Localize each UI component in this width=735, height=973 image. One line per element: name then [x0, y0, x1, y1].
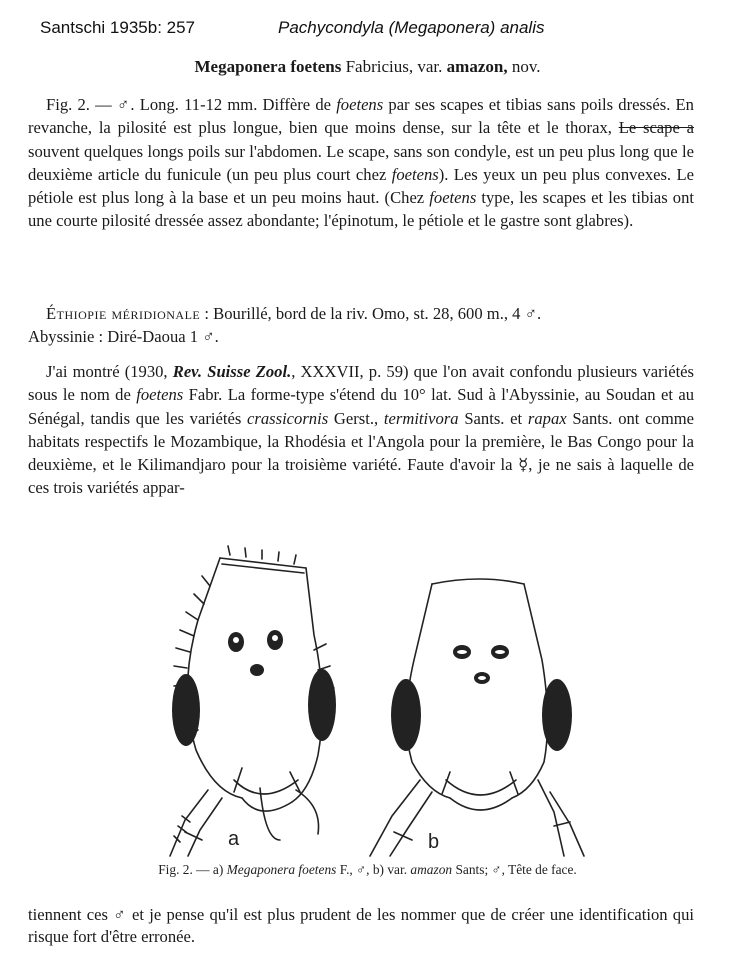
- struck-text: Le scape a: [618, 118, 694, 138]
- title-status: nov.: [511, 57, 541, 76]
- locality-paragraph: Éthiopie méridionale : Bourillé, bord de la riv. Omo, st. 28, 600 m., 4 ♂. Abyssinie : Diré-Daoua 1 ♂.: [28, 304, 542, 346]
- header-citation: Santschi 1935b: 257: [40, 18, 196, 37]
- figure-caption: Fig. 2. — a) Megaponera foetens F., ♂, b) var. amazon Sants; ♂, Tête de face.: [158, 862, 577, 877]
- species-title: [0, 57, 735, 77]
- description-paragraph: Fig. 2. — ♂. Long. 11-12 mm. Diffère de foetens par ses scapes et tibias sans poils dressés. En revanche, la pilosité est plus longue, bien que moins dense, sur la tête et le thorax, Le scape a souvent quelques longs poils sur l'abdomen. Le scape, sans son condyle, est un peu plus long que le deuxième article du funicule (un peu plus court chez foetens). Les yeux un peu plus convexes. Le pétiole est plus long à la base et un peu moins haut. (Chez foetens type, les scapes et les tibias ont une courte pilosité dressée assez abondante; l'épinotum, le pétiole et le gastre sont glabres).: [28, 95, 694, 231]
- title-name: Megaponera foetens: [194, 57, 342, 76]
- title-author: Fabricius,: [345, 57, 414, 76]
- figure-eyes-and-ocelli: [172, 630, 572, 751]
- region-name: Éthiopie méridionale: [46, 304, 201, 323]
- discussion-paragraph: J'ai montré (1930, Rev. Suisse Zool., XXXVII, p. 59) que l'on avait confondu plusieurs variétés sous le nom de foetens Fabr. La forme-type s'étend du 10° lat. Sud à l'Abyssinie, au Soudan et au Sénégal, tandis que les variétés crassicornis Gerst., termitivora Sants. et rapax Sants. ont comme habitats respectifs le Mozambique, la Rhodésia et l'Angola pour la première, le Bas Congo pour la deuxième, et le Kilimandjaro pour la troisième variété. Faute d'avoir la ☿, je ne sais à laquelle de ces trois variétés appar-: [28, 362, 694, 498]
- closing-paragraph: tiennent ces ♂ et je pense qu'il est plus prudent de les nommer que de créer une identification qui risque fort d'être erronée.: [28, 905, 694, 946]
- title-rank: var.: [417, 57, 443, 76]
- header-taxon: Pachycondyla (Megaponera) analis: [278, 18, 545, 37]
- figure-ant-heads: [150, 540, 610, 860]
- journal-name: Rev. Suisse Zool.: [172, 362, 292, 381]
- title-variety: amazon,: [446, 57, 508, 76]
- figure-label-a: a: [228, 828, 240, 850]
- figure-label-b: b: [428, 831, 440, 853]
- locality-abyssinie: Abyssinie : Diré-Daoua 1 ♂.: [28, 327, 219, 346]
